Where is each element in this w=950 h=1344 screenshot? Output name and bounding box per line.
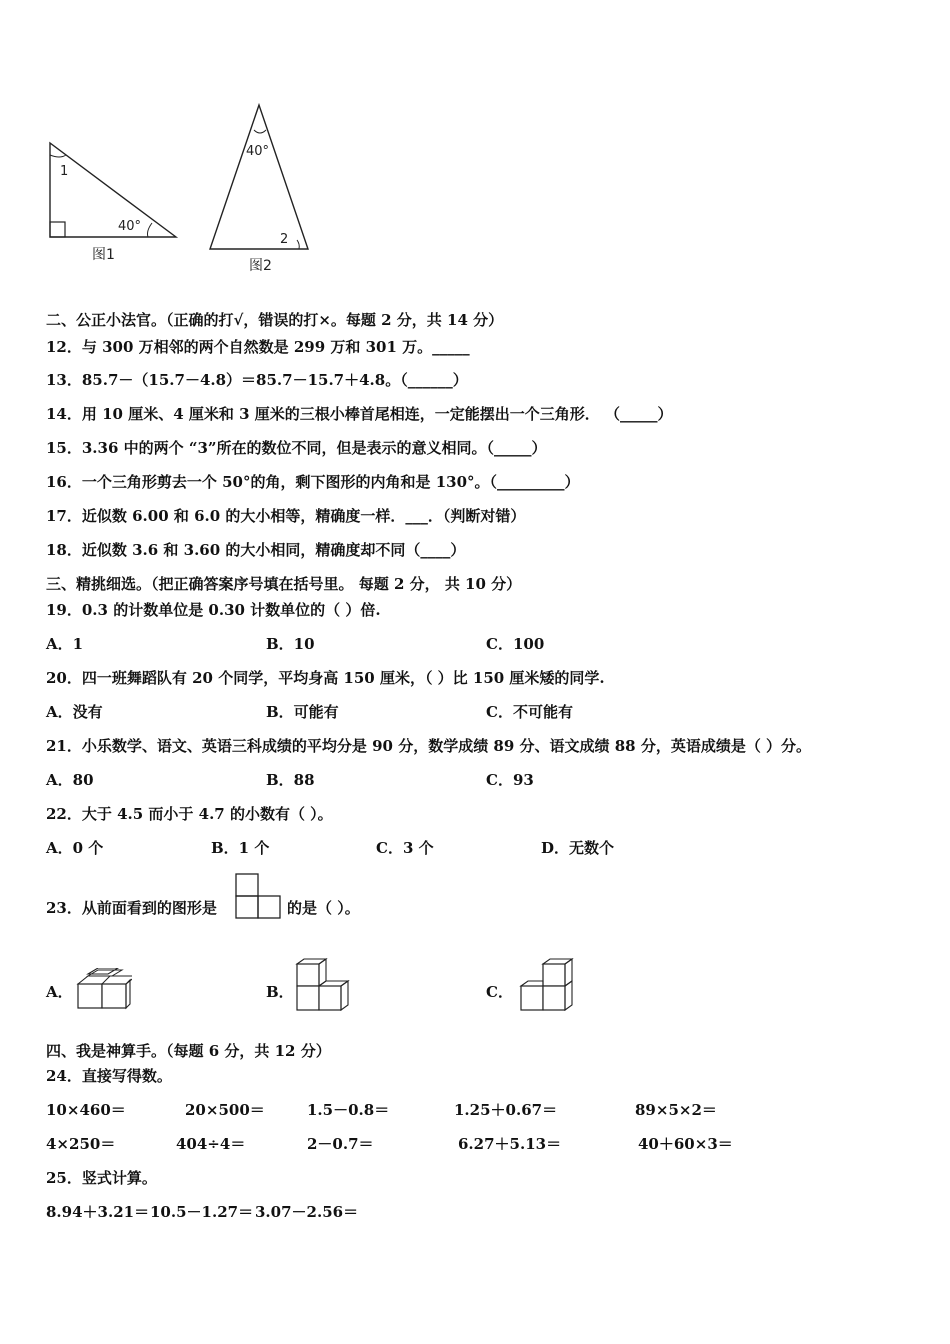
angle-1-arc [50, 155, 66, 157]
figure-2-drawing [200, 100, 320, 280]
section-3-title: 三、精挑细选。（把正确答案序号填在括号里。 每题 2 分， 共 10 分） [46, 575, 522, 593]
q23-option-b: B． [266, 983, 294, 1001]
q19-option-a: A．1 [46, 635, 84, 653]
q23-option-a: A． [46, 983, 73, 1001]
q19-option-c: C．100 [486, 635, 545, 653]
question-21: 21．小乐数学、语文、英语三科成绩的平均分是 90 分，数学成绩 89 分、语文成绩 88 分，英语成绩是（ ）分。 [46, 737, 812, 755]
section-2-title: 二、公正小法官。（正确的打√，错误的打×。每题 2 分，共 14 分） [46, 311, 504, 329]
question-14: 14．用 10 厘米、4 厘米和 3 厘米的三根小棒首尾相连，一定能摆出一个三角形． （_____） [46, 405, 673, 423]
calc-row1-item1: 10×460＝ [46, 1101, 126, 1119]
q21-option-c: C．93 [486, 771, 534, 789]
question-18: 18．近似数 3.6 和 3.60 的大小相同，精确度却不同（____） [46, 541, 466, 559]
figure-2-caption: 图2 [249, 258, 272, 274]
question-17: 17．近似数 6.00 和 6.0 的大小相等，精确度一样．___．（判断对错） [46, 507, 526, 525]
question-23-after: 的是（ ）。 [287, 899, 360, 917]
q21-option-a: A．80 [46, 771, 94, 789]
q23-option-a-cubes [76, 968, 132, 1012]
figure-1-right-triangle [40, 135, 190, 270]
question-16: 16．一个三角形剪去一个 50°的角，剩下图形的内角和是 130°。（_________） [46, 473, 580, 491]
vertical-calc-item3: 3.07－2.56＝ [255, 1203, 359, 1221]
apex-angle-label: 40° [246, 144, 270, 159]
figure-1-triangle [50, 143, 176, 237]
question-19: 19．0.3 的计数单位是 0.30 计数单位的（ ）倍. [46, 601, 381, 619]
question-24: 24．直接写得数。 [46, 1067, 172, 1085]
q21-option-b: B．88 [266, 771, 315, 789]
calc-row1-item5: 89×5×2＝ [635, 1101, 717, 1119]
calc-row1-item3: 1.5－0.8＝ [307, 1101, 390, 1119]
q23-front-view-figure [234, 872, 284, 922]
q22-option-a: A．0 个 [46, 839, 104, 857]
question-15: 15．3.36 中的两个 “3”所在的数位不同，但是表示的意义相同。（_____） [46, 439, 547, 457]
calc-row2-item5: 40＋60×3＝ [638, 1135, 733, 1153]
calc-row1-item2: 20×500＝ [185, 1101, 265, 1119]
figure-2-triangle [200, 100, 320, 280]
question-25: 25．竖式计算。 [46, 1169, 157, 1187]
q20-option-c: C．不可能有 [486, 703, 573, 721]
question-23-before: 23．从前面看到的图形是 [46, 899, 217, 917]
calc-row2-item1: 4×250＝ [46, 1135, 116, 1153]
q20-option-a: A．没有 [46, 703, 103, 721]
figure-1-caption: 图1 [92, 247, 115, 263]
figure-2-triangle-shape [210, 105, 308, 249]
section-4-title: 四、我是神算手。（每题 6 分，共 12 分） [46, 1042, 331, 1060]
q23-option-c-cubes [518, 958, 574, 1014]
calc-row2-item3: 2－0.7＝ [307, 1135, 374, 1153]
calc-row2-item4: 6.27＋5.13＝ [458, 1135, 562, 1153]
figure-1-drawing [40, 135, 190, 270]
q22-option-c: C．3 个 [376, 839, 434, 857]
vertical-calc-item1: 8.94＋3.21＝ [46, 1203, 150, 1221]
q23-option-c: C． [486, 983, 513, 1001]
question-20: 20．四一班舞蹈队有 20 个同学，平均身高 150 厘米，（ ）比 150 厘米矮的同学. [46, 669, 605, 687]
q22-option-d: D．无数个 [541, 839, 615, 857]
right-angle-mark [50, 222, 65, 237]
angle-40-arc [148, 223, 153, 237]
angle-2-arc [297, 240, 299, 249]
q22-option-b: B．1 个 [211, 839, 270, 857]
q23-option-b-cubes [294, 958, 350, 1014]
q20-option-b: B．可能有 [266, 703, 339, 721]
vertical-calc-item2: 10.5－1.27＝ [150, 1203, 254, 1221]
angle-2-label: 2 [280, 232, 289, 247]
question-12: 12．与 300 万相邻的两个自然数是 299 万和 301 万。_____ [46, 338, 470, 356]
apex-angle-arc [254, 130, 266, 133]
angle-1-label: 1 [60, 164, 69, 179]
calc-row1-item4: 1.25＋0.67＝ [454, 1101, 558, 1119]
calc-row2-item2: 404÷4＝ [176, 1135, 246, 1153]
question-13: 13．85.7－（15.7－4.8）＝85.7－15.7＋4.8。（______） [46, 371, 468, 389]
angle-40-label: 40° [118, 219, 142, 234]
question-22: 22．大于 4.5 而小于 4.7 的小数有（ ）。 [46, 805, 333, 823]
q19-option-b: B．10 [266, 635, 315, 653]
